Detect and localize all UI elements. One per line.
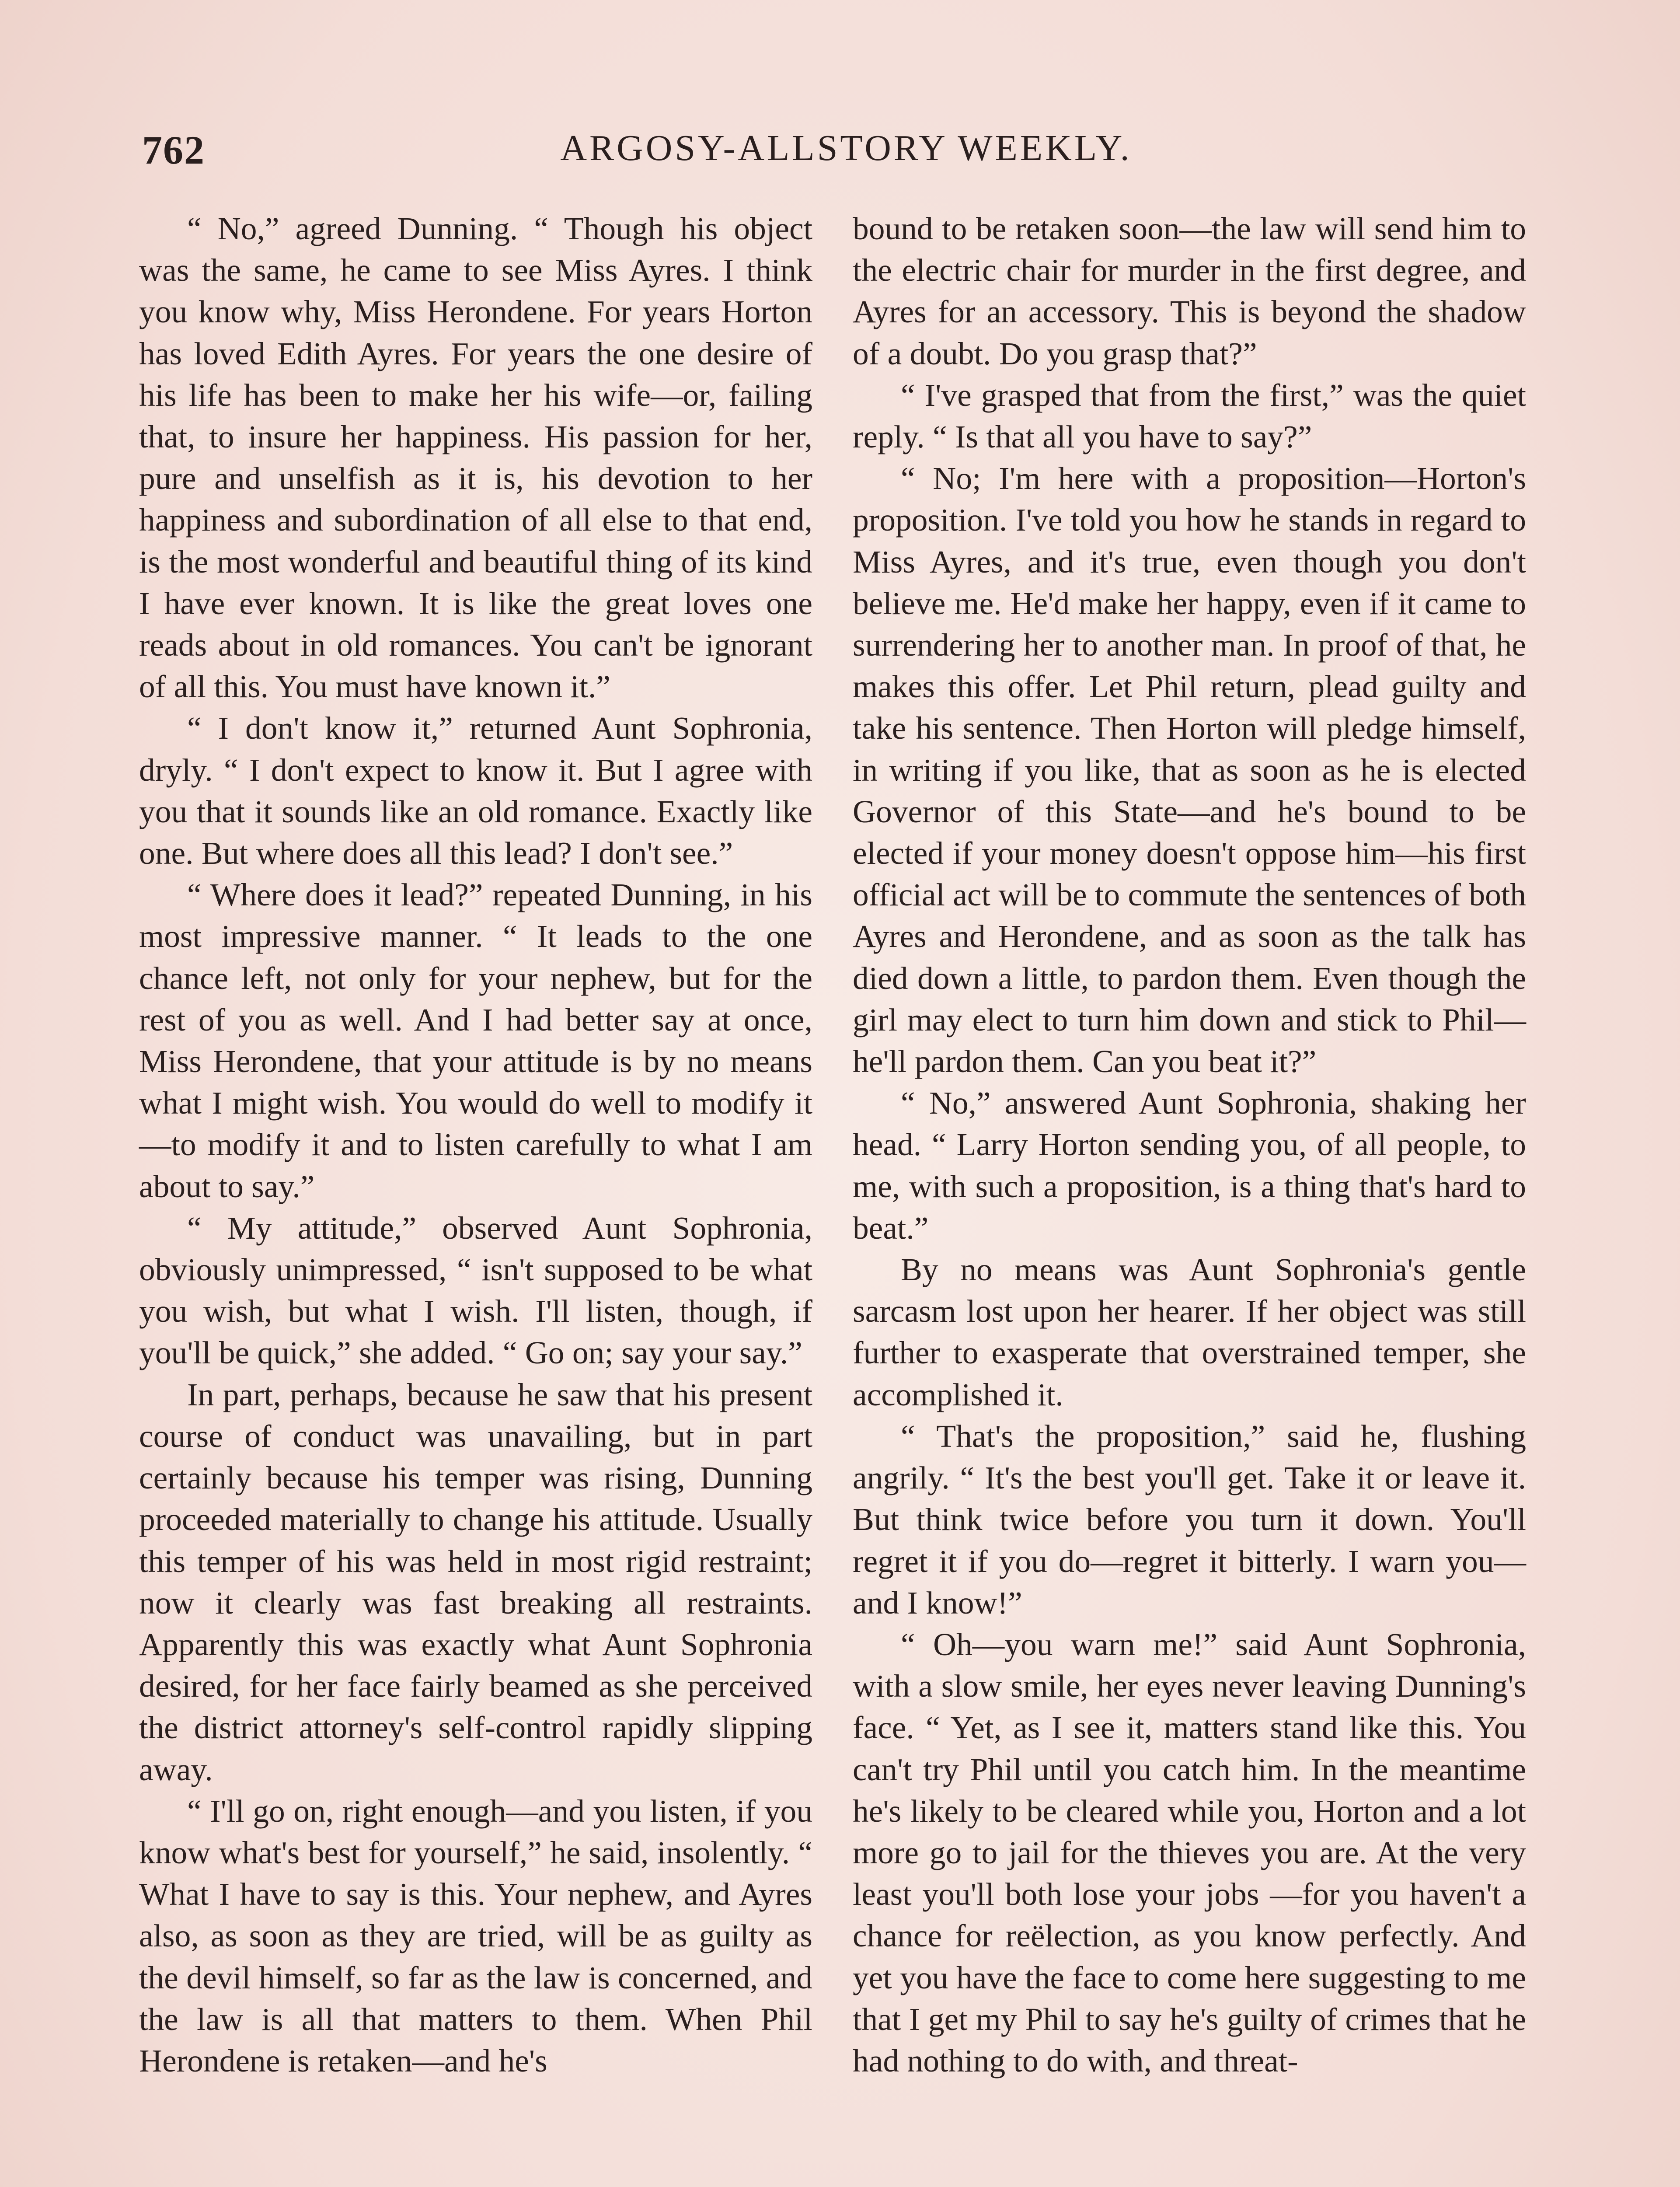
paragraph: By no means was Aunt Sophronia's gentle sarcasm lost upon her hearer. If her object was still further to exasperate that overstrained temper, she accomplished it. bbox=[853, 1252, 1526, 1412]
paragraph: In part, perhaps, because he saw that his present course of conduct was unavailing, but in part certainly because his temper was rising, Dunning proceeded materially to change his attitude. Usually this temper of his was held in most rigid restraint; now it clearly was fast breaking all restraints. Apparently this was exactly what Aunt Sophronia desired, for her face fairly beamed as she perceived the district attorney's self-control rapidly slipping away. bbox=[139, 1376, 812, 1787]
paragraph: “ No,” answered Aunt Sophronia, shaking her head. “ Larry Horton sending you, of all people, to me, with such a proposition, is a thing that's hard to beat.” bbox=[853, 1085, 1526, 1246]
page-number: 762 bbox=[142, 128, 205, 172]
paragraph: “ No,” agreed Dunning. “ Though his object was the same, he came to see Miss Ayres. I think you know why, Miss Herondene. For years Horton has loved Edith Ayres. For years the one desire of his life has been to make her his wife—or, failing that, to insure her happiness. His passion for her, pure and unselfish as it is, his devotion to her happiness and subordination of all else to that end, is the most wonderful and beautiful thing of its kind I have ever known. It is like the great loves one reads about in old romances. You can't be ignorant of all this. You must have known it.” bbox=[139, 211, 812, 705]
paragraph: “ My attitude,” observed Aunt Sophronia, obviously unimpressed, “ isn't supposed to be what you wish, but what I wish. I'll listen, though, if you'll be quick,” she added. “ Go on; say your say.” bbox=[139, 1210, 812, 1371]
paragraph: “ That's the proposition,” said he, flushing angrily. “ It's the best you'll get. Take it or leave it. But think twice before you turn it down. You'll regret it if you do—regret it bitterly. I warn you—and I know!” bbox=[853, 1418, 1526, 1621]
right-column bbox=[853, 208, 1526, 2082]
paragraph: “ I don't know it,” returned Aunt Sophronia, dryly. “ I don't expect to know it. But I agree with you that it sounds like an old romance. Exactly like one. But where does all this lead? I don't see.” bbox=[139, 710, 812, 871]
running-head: ARGOSY-ALLSTORY WEEKLY. bbox=[560, 128, 1132, 168]
left-column bbox=[139, 208, 812, 2082]
paragraph: “ No; I'm here with a proposition—Horton's proposition. I've told you how he stands in regard to Miss Ayres, and it's true, even though you don't believe me. He'd make her happy, even if it came to surrendering her to another man. In proof of that, he makes this offer. Let Phil return, plead guilty and take his sentence. Then Horton will pledge himself, in writing if you like, that as soon as he is elected Governor of this State—and he's bound to be elected if your money doesn't oppose him—his first official act will be to commute the sentences of both Ayres and Herondene, and as soon as the talk has died down a little, to pardon them. Even though the girl may elect to turn him down and stick to Phil—he'll pardon them. Can you beat it?” bbox=[853, 461, 1526, 1080]
paragraph: “ I've grasped that from the first,” was the quiet reply. “ Is that all you have to say?” bbox=[853, 377, 1526, 455]
paragraph: “ I'll go on, right enough—and you listen, if you know what's best for yourself,” he said, insolently. “ What I have to say is this. Your nephew, and Ayres also, as soon as they are tried, will be as guilty as the devil himself, so far as the law is concerned, and the law is all that matters to them. When Phil Herondene is retaken—and he's bbox=[139, 1793, 812, 2079]
paragraph: “ Oh—you warn me!” said Aunt Sophronia, with a slow smile, her eyes never leaving Dunning's face. “ Yet, as I see it, matters stand like this. You can't try Phil until you catch him. In the meantime he's likely to be cleared while you, Horton and a lot more go to jail for the thieves you are. At the very least you'll both lose your jobs —for you haven't a chance for reëlection, as you know perfectly. And yet you have the face to come here suggesting to me that I get my Phil to say he's guilty of crimes that he had nothing to do with, and threat- bbox=[853, 1626, 1526, 2079]
page-header bbox=[142, 127, 1550, 188]
paragraph: “ Where does it lead?” repeated Dunning, in his most impressive manner. “ It leads to the one chance left, not only for your nephew, but for the rest of you as well. And I had better say at once, Miss Herondene, that your attitude is by no means what I might wish. You would do well to modify it—to modify it and to listen carefully to what I am about to say.” bbox=[139, 877, 812, 1204]
paragraph-continued: bound to be retaken soon—the law will send him to the electric chair for murder in the first degree, and Ayres for an accessory. This is beyond the shadow of a doubt. Do you grasp that?” bbox=[853, 211, 1526, 371]
